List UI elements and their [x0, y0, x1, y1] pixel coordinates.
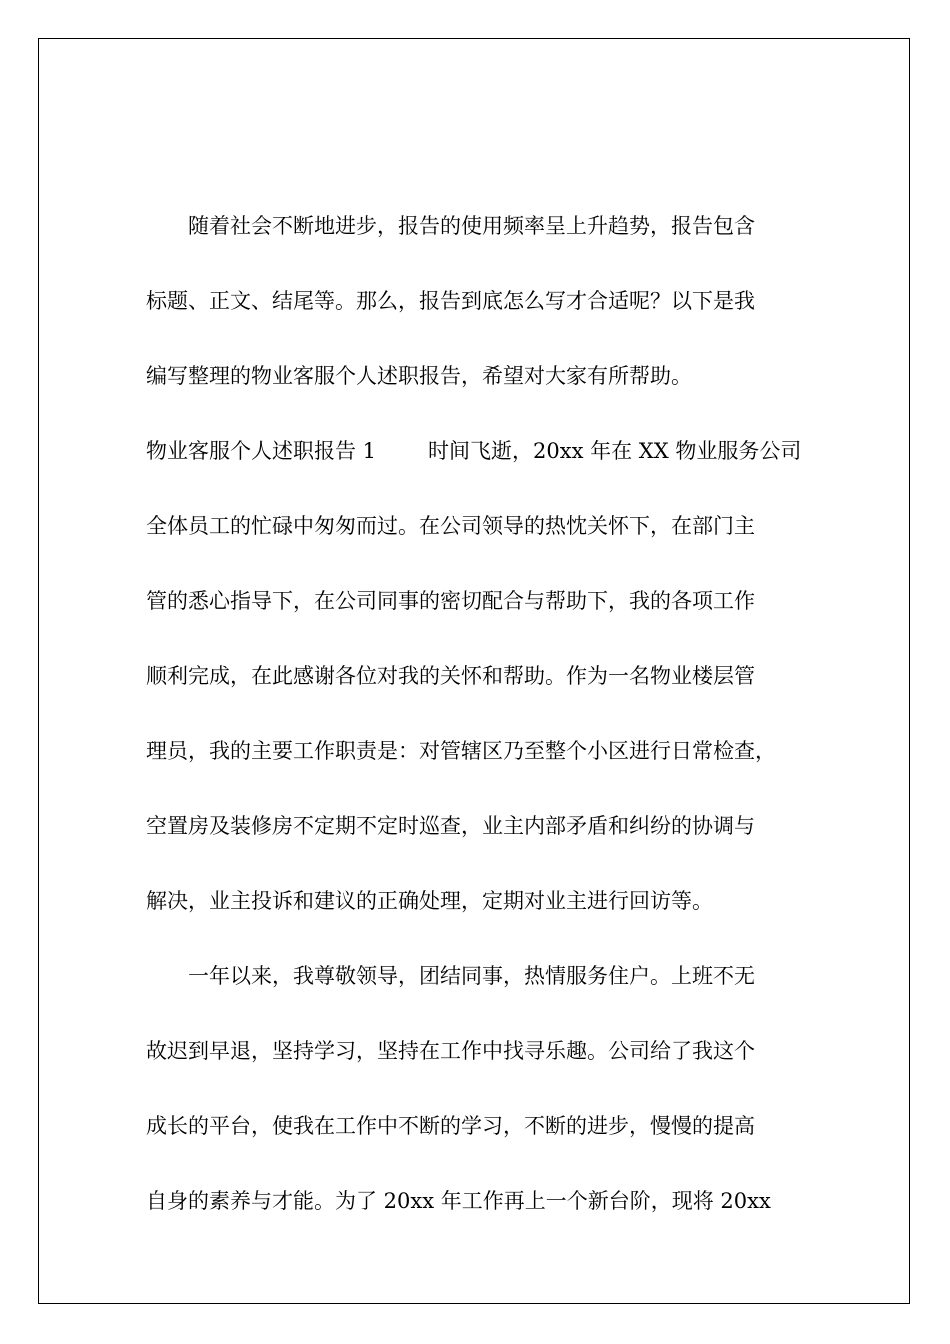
section-heading-line — [146, 437, 806, 465]
intro-line-3: 编写整理的物业客服个人述职报告，希望对大家有所帮助。 — [146, 364, 692, 388]
body-line-1: 时间飞逝，20xx 年在 XX 物业服务公司 — [428, 439, 802, 463]
section-heading: 物业客服个人述职报告 1 — [146, 439, 377, 463]
para2-line-4: 自身的素养与才能。为了 20xx 年工作再上一个新台阶，现将 20xx — [146, 1189, 771, 1213]
para2-line-1: 一年以来，我尊敬领导，团结同事，热情服务住户。上班不无 — [188, 964, 755, 988]
body-line-6: 空置房及装修房不定期不定时巡查，业主内部矛盾和纠纷的协调与 — [146, 814, 755, 838]
body-line-2: 全体员工的忙碌中匆匆而过。在公司领导的热忱关怀下，在部门主 — [146, 514, 755, 538]
para2-line-2: 故迟到早退，坚持学习，坚持在工作中找寻乐趣。公司给了我这个 — [146, 1039, 755, 1063]
intro-line-2: 标题、正文、结尾等。那么，报告到底怎么写才合适呢？以下是我 — [146, 289, 755, 313]
body-line-5: 理员，我的主要工作职责是：对管辖区乃至整个小区进行日常检查， — [146, 739, 776, 763]
body-line-4: 顺利完成，在此感谢各位对我的关怀和帮助。作为一名物业楼层管 — [146, 664, 755, 688]
body-line-7: 解决，业主投诉和建议的正确处理，定期对业主进行回访等。 — [146, 889, 713, 913]
para2-line-3: 成长的平台，使我在工作中不断的学习，不断的进步，慢慢的提高 — [146, 1114, 755, 1138]
body-line-3: 管的悉心指导下，在公司同事的密切配合与帮助下，我的各项工作 — [146, 589, 755, 613]
intro-line-1: 随着社会不断地进步，报告的使用频率呈上升趋势，报告包含 — [188, 214, 755, 238]
